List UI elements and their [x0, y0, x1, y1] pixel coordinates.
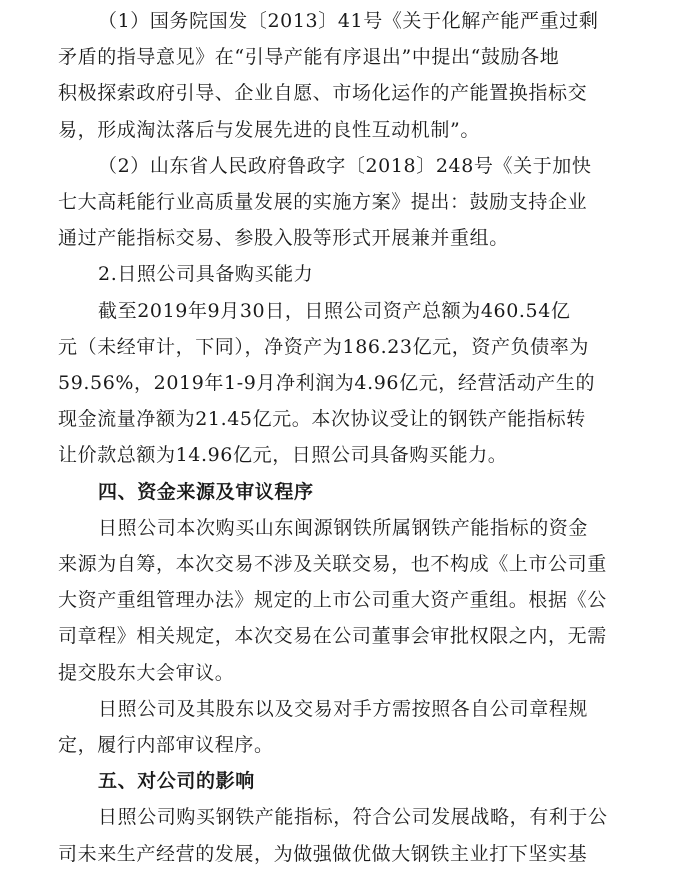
paragraph-4-line-4: 司章程》相关规定，本次交易在公司董事会审批权限之内，无需 [58, 625, 607, 648]
section-heading-impact: 五、对公司的影响 [98, 770, 255, 793]
paragraph-5-line-1: 日照公司及其股东以及交易对手方需按照各自公司章程规 [98, 697, 589, 720]
paragraph-1-line-4: 易，形成淘汰落后与发展先进的良性互动机制”。 [58, 118, 480, 141]
section-heading-funding-source: 四、资金来源及审议程序 [98, 480, 314, 503]
paragraph-2-line-2: 七大高耗能行业高质量发展的实施方案》提出：鼓励支持企业 [58, 191, 588, 213]
paragraph-6-line-1: 日照公司购买钢铁产能指标，符合公司发展战略，有利于公 [98, 806, 608, 829]
paragraph-4-line-1: 日照公司本次购买山东闽源钢铁所属钢铁产能指标的资金 [98, 516, 589, 539]
paragraph-1-line-3: 积极探索政府引导、企业自愿、市场化运作的产能置换指标交 [58, 82, 588, 105]
paragraph-1-line-2: 矛盾的指导意见》在“引导产能有序退出”中提出“鼓励各地 [58, 46, 560, 69]
sub-heading-purchase-capacity: 2.日照公司具备购买能力 [98, 263, 314, 286]
paragraph-5-line-2: 定，履行内部审议程序。 [58, 734, 274, 756]
paragraph-3-line-3: 59.56%，2019年1-9月净利润为4.96亿元，经营活动产生的 [58, 372, 596, 394]
paragraph-3-line-1: 截至2019年9月30日，日照公司资产总额为460.54亿 [98, 299, 571, 322]
paragraph-4-line-3: 大资产重组管理办法》规定的上市公司重大资产重组。根据《公 [58, 589, 607, 612]
paragraph-2-line-1: （2）山东省人民政府鲁政字〔2018〕248号《关于加快 [98, 154, 592, 177]
paragraph-4-line-2: 来源为自筹，本次交易不涉及关联交易，也不构成《上市公司重 [58, 553, 607, 575]
paragraph-4-line-5: 提交股东大会审议。 [58, 661, 235, 684]
paragraph-2-line-3: 通过产能指标交易、参股入股等形式开展兼并重组。 [58, 227, 509, 250]
paragraph-6-line-2: 司未来生产经营的发展，为做强做优做大钢铁主业打下坚实基 [58, 842, 588, 865]
paragraph-3-line-5: 让价款总额为14.96亿元，日照公司具备购买能力。 [58, 444, 508, 467]
paragraph-3-line-4: 现金流量净额为21.45亿元。本次协议受让的钢铁产能指标转 [58, 408, 586, 431]
paragraph-1-line-1: （1）国务院国发〔2013〕41号《关于化解产能严重过剩 [98, 10, 599, 32]
paragraph-3-line-2: 元（未经审计，下同），净资产为186.23亿元，资产负债率为 [58, 335, 589, 358]
